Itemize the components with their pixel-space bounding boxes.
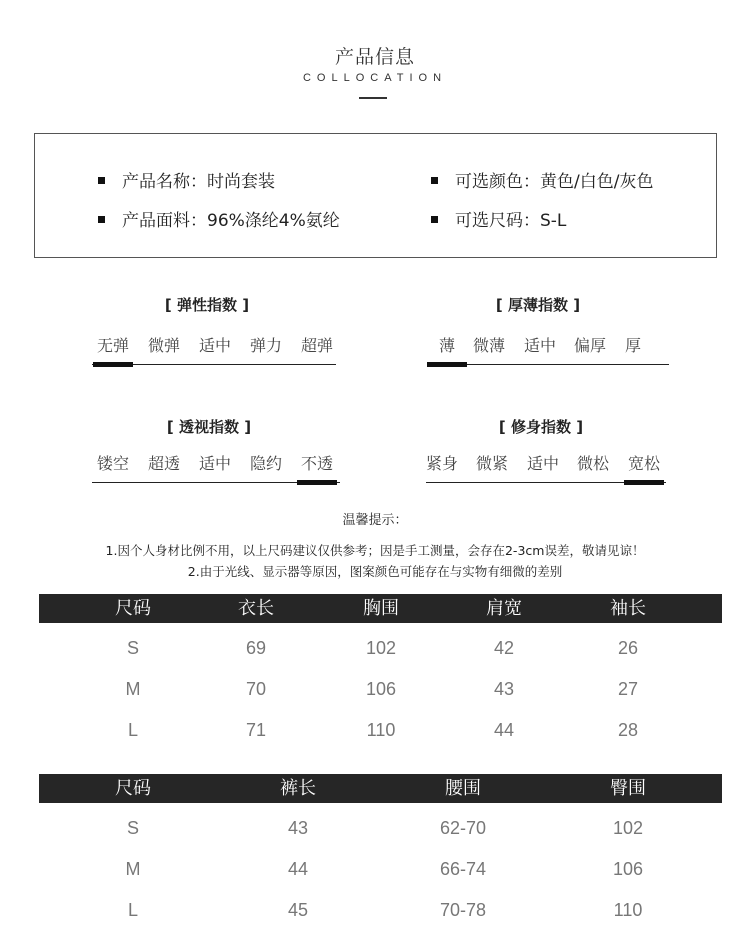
table-cell: 110	[366, 720, 396, 740]
scale-option: 适中	[524, 336, 557, 355]
table-cell: M	[125, 859, 141, 879]
elasticity-index-title: [ 弹性指数 ]	[164, 296, 250, 314]
table-header-cell: 尺码	[115, 778, 151, 799]
table-cell: 70-78	[439, 900, 487, 920]
transparency-scale	[92, 451, 340, 491]
bottom-size-table	[39, 774, 722, 931]
scale-option: 偏厚	[574, 336, 607, 355]
thickness-scale	[427, 333, 669, 373]
elasticity-scale	[92, 333, 336, 373]
table-cell: S	[126, 638, 140, 658]
table-header	[39, 774, 722, 803]
scale-option: 紧身	[426, 454, 459, 473]
bullet-icon	[431, 216, 438, 223]
scale-selected-marker	[93, 362, 133, 367]
scale-option: 弹力	[250, 336, 283, 355]
scale-option: 无弹	[97, 336, 130, 355]
scale-option: 微薄	[473, 336, 506, 355]
table-cell: 102	[612, 818, 644, 838]
scale-selected-marker	[427, 362, 467, 367]
scale-option: 隐约	[250, 454, 283, 473]
table-cell: 106	[612, 859, 644, 879]
scale-option: 超弹	[301, 336, 334, 355]
tips-title: 温馨提示：	[342, 513, 408, 528]
top-size-table	[39, 594, 722, 751]
table-cell: 44	[287, 859, 309, 879]
table-row	[39, 628, 722, 669]
info-colors	[431, 167, 653, 192]
table-cell: 26	[617, 638, 639, 658]
table-row	[39, 890, 722, 931]
table-header	[39, 594, 722, 623]
scale-option: 不透	[301, 454, 334, 473]
table-row	[39, 808, 722, 849]
tip-line-1: 1.因个人身材比例不用，以上尺码建议仅供参考；因是手工测量，会存在2-3cm误差，敬请见谅！	[105, 543, 645, 558]
info-sizes	[431, 206, 566, 231]
table-header-cell: 尺码	[115, 598, 151, 619]
table-header-cell: 腰围	[445, 778, 481, 799]
info-product-name-text: 产品名称：时尚套装	[122, 172, 275, 192]
table-cell: 27	[617, 679, 639, 699]
table-header-cell: 胸围	[363, 598, 399, 619]
info-sizes-text: 可选尺码：S-L	[455, 211, 567, 231]
title-divider	[359, 97, 387, 99]
table-header-cell: 肩宽	[486, 598, 522, 619]
page-subtitle: COLLOCATION	[302, 72, 448, 84]
fit-scale	[426, 451, 666, 491]
scale-option: 镂空	[97, 454, 130, 473]
page-title: 产品信息	[334, 46, 415, 68]
table-cell: 43	[287, 818, 309, 838]
thickness-index-title: [ 厚薄指数 ]	[495, 296, 581, 314]
scale-option: 微弹	[148, 336, 181, 355]
table-cell: 44	[493, 720, 515, 740]
scale-option: 适中	[199, 454, 232, 473]
table-cell: 102	[365, 638, 397, 658]
table-cell: 70	[245, 679, 267, 699]
table-cell: 42	[493, 638, 515, 658]
info-product-fabric-text: 产品面料：96%涤纶4%氨纶	[122, 211, 340, 231]
table-cell: 28	[617, 720, 639, 740]
transparency-index-title: [ 透视指数 ]	[166, 418, 252, 436]
scale-option: 微松	[577, 454, 610, 473]
table-header-cell: 衣长	[238, 598, 274, 619]
table-cell: 110	[613, 900, 643, 920]
bullet-icon	[98, 216, 105, 223]
info-colors-text: 可选颜色：黄色/白色/灰色	[455, 172, 654, 192]
scale-option: 宽松	[628, 454, 661, 473]
info-product-name	[98, 167, 275, 192]
table-row	[39, 710, 722, 751]
table-cell: 106	[365, 679, 397, 699]
scale-selected-marker	[297, 480, 337, 485]
product-info-box	[34, 133, 717, 258]
scale-option: 厚	[625, 336, 642, 355]
table-row	[39, 849, 722, 890]
table-cell: 69	[245, 638, 267, 658]
table-cell: 62-70	[439, 818, 487, 838]
table-row	[39, 669, 722, 710]
table-cell: 71	[245, 720, 267, 740]
table-cell: L	[127, 720, 139, 740]
bullet-icon	[98, 177, 105, 184]
table-cell: 66-74	[439, 859, 487, 879]
table-header-cell: 袖长	[610, 598, 646, 619]
table-header-cell: 裤长	[280, 778, 316, 799]
bullet-icon	[431, 177, 438, 184]
table-cell: M	[125, 679, 141, 699]
fit-index-title: [ 修身指数 ]	[498, 418, 584, 436]
table-header-cell: 臀围	[610, 778, 646, 799]
scale-option: 薄	[439, 336, 456, 355]
scale-option: 微紧	[476, 454, 509, 473]
scale-option: 适中	[199, 336, 232, 355]
table-cell: L	[127, 900, 139, 920]
table-cell: S	[126, 818, 140, 838]
table-cell: 45	[287, 900, 309, 920]
table-cell: 43	[493, 679, 515, 699]
tip-line-2: 2.由于光线、显示器等原因，图案颜色可能存在与实物有细微的差别	[187, 564, 563, 579]
info-product-fabric	[98, 206, 340, 231]
scale-option: 适中	[527, 454, 560, 473]
scale-selected-marker	[624, 480, 664, 485]
scale-option: 超透	[148, 454, 181, 473]
